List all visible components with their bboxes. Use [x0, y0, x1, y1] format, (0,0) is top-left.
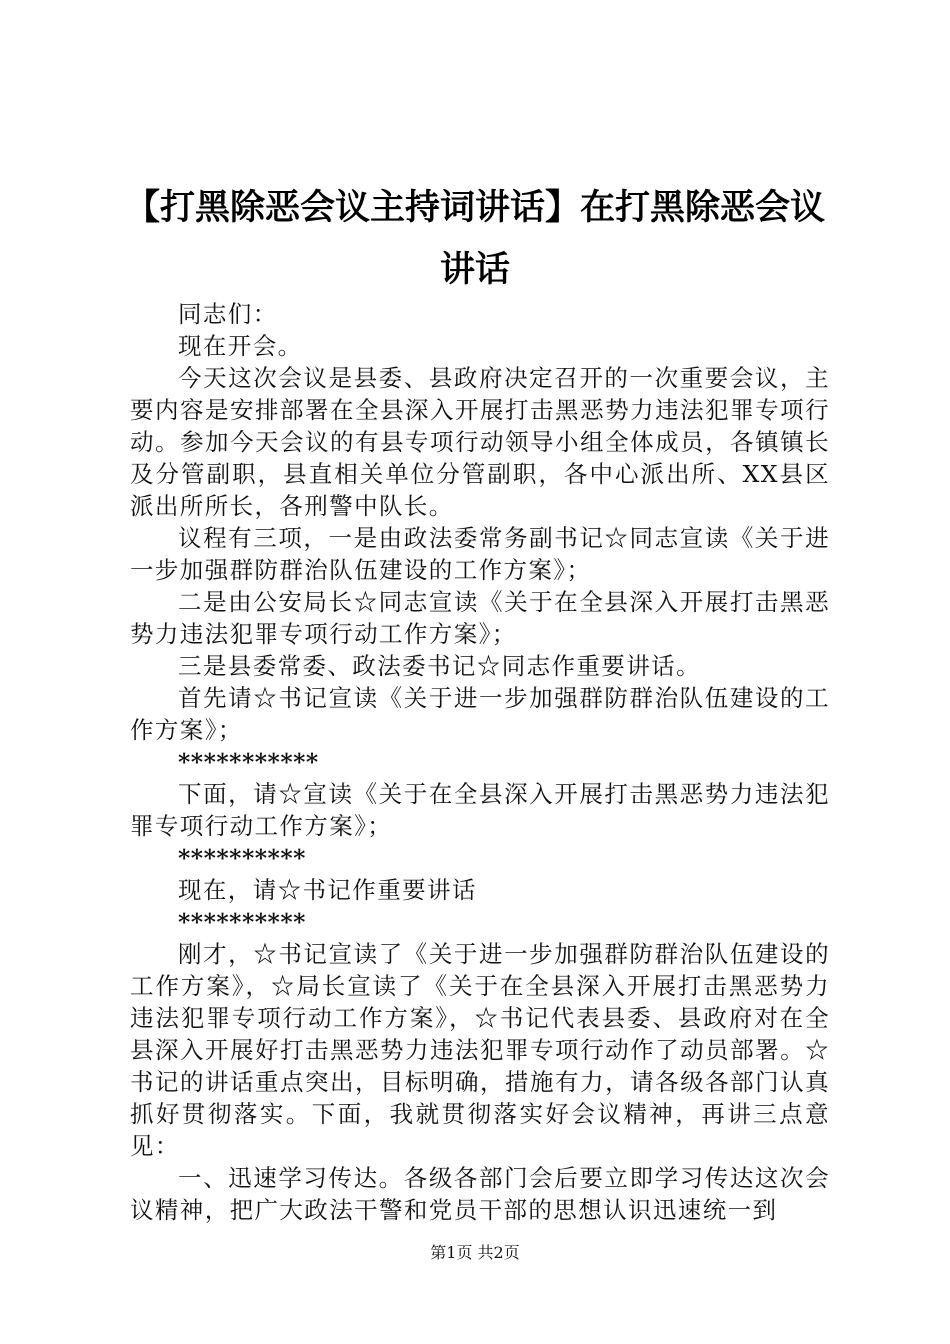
paragraph-first-reading: 首先请☆书记宣读《关于进一步加强群防群治队伍建设的工作方案》； — [130, 684, 830, 744]
paragraph-speech-invite: 现在，请☆书记作重要讲话 — [178, 876, 477, 904]
paragraph-point-1: 一、迅速学习传达。各级各部门会后要立即学习传达这次会议精神，把广大政法干警和党员干部的思想认识迅速统一到 — [130, 1164, 830, 1224]
separator-stars: *********** — [178, 748, 319, 776]
separator-stars: ********** — [178, 908, 306, 936]
paragraph-meeting-intro: 今天这次会议是县委、县政府决定召开的一次重要会议，主要内容是安排部署在全县深入开展打击黑恶势力违法犯罪专项行动。参加今天会议的有县专项行动领导小组全体成员，各镇镇长及分管副职，县直相关单位分管副职，各中心派出所、XX县区派出所所长，各刑警中队长。 — [130, 364, 830, 520]
paragraph-agenda-item-3: 三是县委常委、政法委书记☆同志作重要讲话。 — [178, 652, 701, 680]
paragraph-summary: 刚才，☆书记宣读了《关于进一步加强群防群治队伍建设的工作方案》，☆局长宣读了《关于在全县深入开展打击黑恶势力违法犯罪专项行动工作方案》，☆书记代表县委、县政府对在全县深入开展好打击黑恶势力违法犯罪专项行动作了动员部署。☆书记的讲话重点突出，目标明确，措施有力，请各级各部门认真抓好贯彻落实。下面，我就贯彻落实好会议精神，再讲三点意见： — [130, 940, 830, 1160]
document-title-line-1: 【打黑除恶会议主持词讲话】在打黑除恶会议 — [124, 188, 825, 228]
paragraph-second-reading: 下面，请☆宣读《关于在全县深入开展打击黑恶势力违法犯罪专项行动工作方案》； — [130, 780, 830, 840]
paragraph-agenda-item-1: 议程有三项，一是由政法委常务副书记☆同志宣读《关于进一步加强群防群治队伍建设的工作方案》； — [130, 524, 830, 584]
page-footer: 第1页 共2页 — [430, 1243, 520, 1262]
separator-stars: ********** — [178, 844, 306, 872]
document-body — [130, 298, 830, 1226]
paragraph-agenda-item-2: 二是由公安局长☆同志宣读《关于在全县深入开展打击黑恶势力违法犯罪专项行动工作方案》； — [130, 588, 830, 648]
paragraph-salutation: 同志们： — [178, 300, 278, 328]
document-title-line-2: 讲话 — [439, 250, 510, 290]
paragraph-opening: 现在开会。 — [178, 332, 303, 360]
